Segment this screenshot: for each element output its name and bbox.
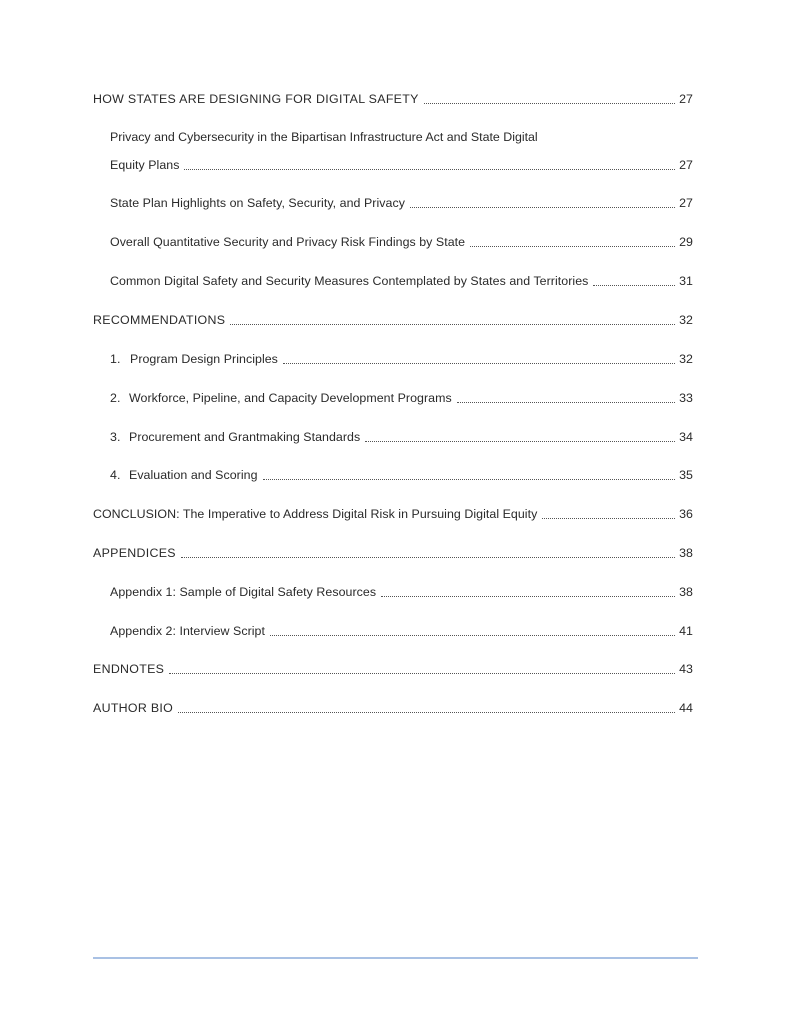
toc-entry-appendix-1[interactable] [110, 582, 693, 602]
dot-leader [593, 284, 675, 286]
toc-entry-state-plan[interactable] [110, 193, 693, 213]
toc-page-number: 36 [679, 507, 693, 521]
toc-entry-title: CONCLUSION: The Imperative to Address Digital Risk in Pursuing Digital Equity [93, 507, 538, 521]
toc-entry-author-bio[interactable] [93, 698, 693, 718]
dot-leader [410, 206, 675, 208]
toc-entry-title [110, 427, 360, 447]
toc-page-number: 27 [679, 92, 693, 106]
dot-leader [184, 168, 675, 170]
dot-leader [270, 634, 675, 636]
toc-entry-title: Common Digital Safety and Security Measures Contemplated by States and Territories [110, 274, 589, 288]
toc-page-number: 27 [679, 196, 693, 210]
toc-entry-label: Evaluation and Scoring [129, 468, 258, 482]
toc-page-number: 34 [679, 430, 693, 444]
toc-entry-title: Equity Plans [110, 158, 180, 172]
footer-divider [93, 957, 698, 959]
toc-entry-rec-3[interactable] [110, 427, 693, 447]
toc-entry-common-measures[interactable] [110, 271, 693, 291]
toc-entry-rec-1[interactable] [110, 349, 693, 369]
toc-entry-overall-quant[interactable] [110, 232, 693, 252]
toc-page-number: 29 [679, 235, 693, 249]
toc-entry-rec-2[interactable] [110, 388, 693, 408]
toc-page-number: 31 [679, 274, 693, 288]
toc-page-number: 33 [679, 391, 693, 405]
toc-page-number: 32 [679, 352, 693, 366]
toc-entry-privacy-cyber-line1[interactable]: Privacy and Cybersecurity in the Bipartisan Infrastructure Act and State Digital [110, 130, 538, 144]
toc-entry-title: AUTHOR BIO [93, 701, 174, 715]
toc-entry-title: APPENDICES [93, 546, 176, 560]
toc-entry-title: Overall Quantitative Security and Privacy Risk Findings by State [110, 235, 466, 249]
list-number: 2. [110, 391, 121, 405]
toc-entry-endnotes[interactable] [93, 659, 693, 679]
toc-page-number: 38 [679, 546, 693, 560]
dot-leader [263, 478, 676, 480]
dot-leader [230, 323, 675, 325]
toc-entry-appendices[interactable] [93, 543, 693, 563]
toc-page-number: 35 [679, 468, 693, 482]
toc-entry-how-states[interactable] [93, 89, 693, 109]
list-number: 3. [110, 430, 121, 444]
toc-entry-recommendations[interactable] [93, 310, 693, 330]
dot-leader [283, 362, 675, 364]
list-number: 4. [110, 468, 121, 482]
toc-entry-title [110, 465, 258, 485]
list-number: 1. [110, 352, 121, 366]
toc-entry-label: Program Design Principles [130, 352, 278, 366]
toc-page-number: 27 [679, 158, 693, 172]
toc-page-number: 44 [679, 701, 693, 715]
toc-page-number: 41 [679, 624, 693, 638]
toc-entry-title: ENDNOTES [93, 662, 165, 676]
toc-entry-conclusion[interactable] [93, 504, 693, 524]
dot-leader [424, 102, 675, 104]
dot-leader [381, 595, 675, 597]
toc-entry-label: Procurement and Grantmaking Standards [129, 430, 361, 444]
toc-entry-title [110, 349, 278, 369]
toc-page-number: 38 [679, 585, 693, 599]
dot-leader [169, 672, 675, 674]
toc-page-number: 43 [679, 662, 693, 676]
dot-leader [365, 440, 675, 442]
toc-entry-label: Workforce, Pipeline, and Capacity Development Programs [129, 391, 452, 405]
dot-leader [470, 245, 675, 247]
toc-entry-rec-4[interactable] [110, 465, 693, 485]
toc-entry-title [110, 388, 452, 408]
dot-leader [542, 517, 675, 519]
toc-entry-appendix-2[interactable] [110, 621, 693, 641]
toc-entry-title: Appendix 2: Interview Script [110, 624, 265, 638]
toc-entry-title: HOW STATES ARE DESIGNING FOR DIGITAL SAFETY [93, 92, 419, 106]
dot-leader [181, 556, 675, 558]
toc-entry-title: State Plan Highlights on Safety, Security, and Privacy [110, 196, 405, 210]
dot-leader [178, 711, 675, 713]
toc-entry-title: Appendix 1: Sample of Digital Safety Resources [110, 585, 377, 599]
dot-leader [457, 401, 675, 403]
toc-entry-title: RECOMMENDATIONS [93, 313, 226, 327]
toc-page-number: 32 [679, 313, 693, 327]
toc-entry-privacy-cyber[interactable] [110, 155, 693, 175]
